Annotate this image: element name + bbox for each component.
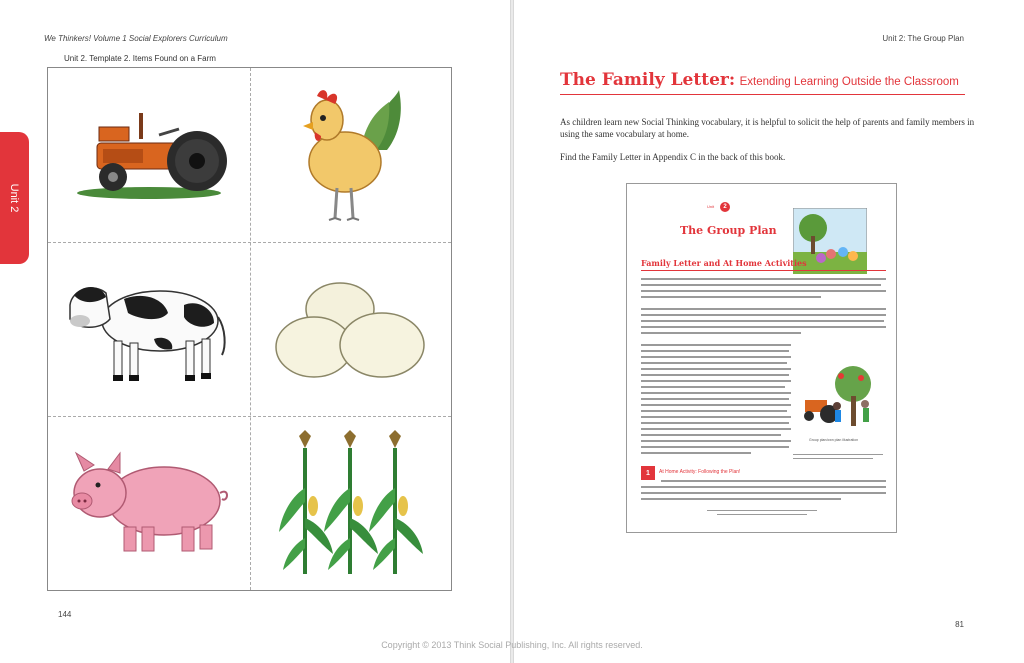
unit-tab	[0, 132, 29, 264]
cow-icon	[64, 269, 234, 389]
page-number-right: 81	[955, 620, 964, 629]
intro-paragraph: As children learn new Social Thinking vocabulary, it is helpful to solicit the help of parents and family members in using the same vocabulary at home.	[560, 117, 975, 139]
grid-cell-rooster	[250, 68, 452, 242]
grid-cell-pig	[48, 416, 250, 590]
family-letter-heading	[560, 70, 965, 95]
rooster-icon	[295, 80, 405, 230]
family-letter-subtitle: Extending Learning Outside the Classroom	[739, 76, 959, 88]
left-page	[0, 0, 510, 663]
thumb-activity-title: At Home Activity: Following the Plan!	[659, 469, 741, 475]
unit-tab-label: Unit 2	[8, 183, 20, 213]
group-plan-own-plan-illustration	[801, 366, 881, 432]
grid-cell-corn	[250, 416, 452, 590]
tractor-icon	[69, 105, 229, 205]
thumb-unit-label: Unit	[707, 204, 715, 209]
grid-cell-tractor	[48, 68, 250, 242]
thumb-group-plan-title: The Group Plan	[680, 224, 777, 237]
grid-cell-cow	[48, 242, 250, 416]
thumb-title-rule	[641, 270, 886, 271]
running-head-right: Unit 2: The Group Plan	[882, 34, 964, 43]
running-head-left: We Thinkers! Volume 1 Social Explorers Curriculum	[44, 34, 228, 43]
eggs-icon	[270, 269, 430, 389]
right-page	[514, 0, 1024, 663]
family-letter-title: The Family Letter:	[560, 70, 736, 90]
page-number-left: 144	[58, 610, 72, 619]
thumb-illustration-caption: Group plan/own plan illustration	[809, 438, 859, 442]
thumb-activity-number: 1	[641, 466, 655, 480]
family-letter-thumbnail	[626, 183, 897, 533]
template-title: Unit 2. Template 2. Items Found on a Farm	[64, 54, 216, 63]
copyright-notice: Copyright © 2013 Think Social Publishing, Inc. All rights reserved.	[381, 640, 643, 650]
pig-icon	[64, 443, 234, 563]
appendix-paragraph: Find the Family Letter in Appendix C in the back of this book.	[560, 152, 786, 162]
corn-icon	[275, 428, 425, 578]
farm-items-grid	[47, 67, 452, 591]
grid-cell-eggs	[250, 242, 452, 416]
thumb-family-letter-title: Family Letter and At Home Activities	[641, 258, 807, 268]
thumb-unit-number: 2	[720, 202, 730, 212]
